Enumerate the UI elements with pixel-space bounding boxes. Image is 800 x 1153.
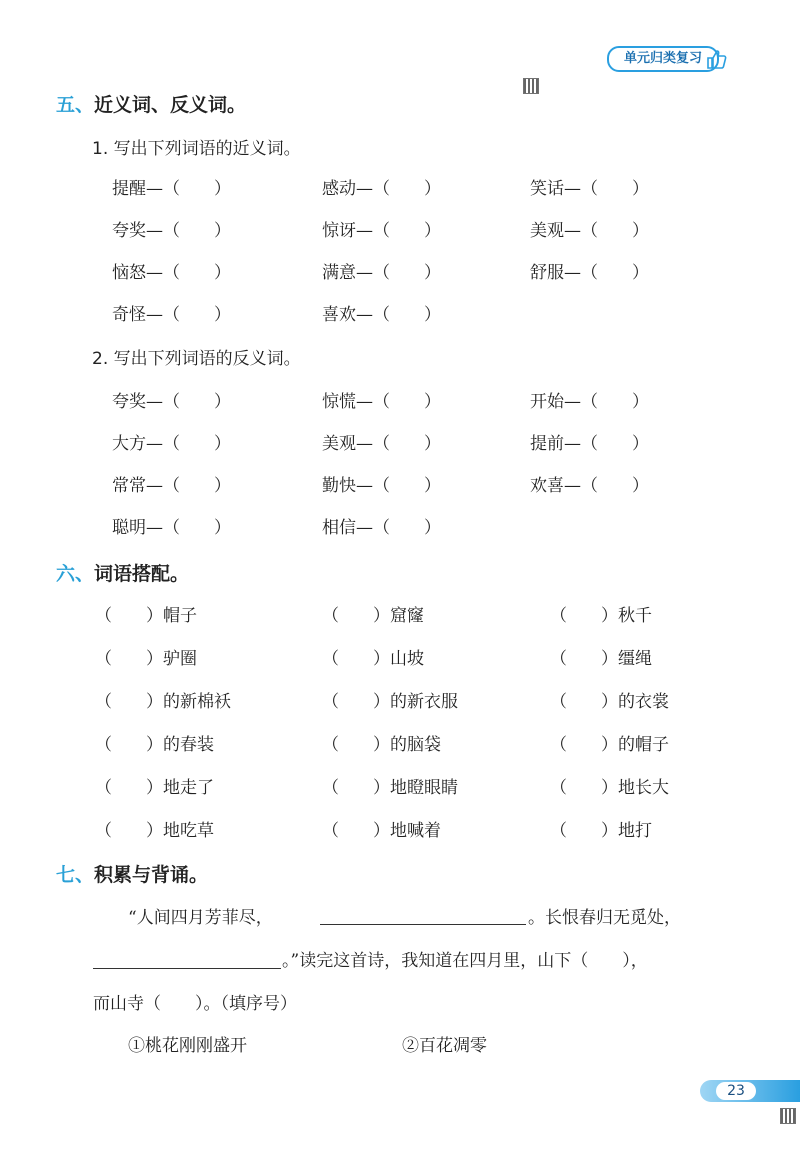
antonym-item: 夸奖—（ ） [112,392,231,412]
synonym-item: 喜欢—（ ） [322,305,441,325]
section-5-title: 近义词、反义词。 [94,94,247,116]
synonym-item: 美观—（ ） [530,221,649,241]
synonym-item: 奇怪—（ ） [112,305,231,325]
match-item: （ ）的帽子 [550,735,669,755]
section-7-number: 七、 [56,864,95,886]
synonym-item: 感动—（ ） [322,179,441,199]
synonym-item: 夸奖—（ ） [112,221,231,241]
antonym-item: 美观—（ ） [322,434,441,454]
match-item: （ ）的脑袋 [322,735,441,755]
antonym-item: 欢喜—（ ） [530,476,649,496]
synonym-item: 提醒—（ ） [112,179,231,199]
match-item: （ ）地打 [550,821,652,841]
match-item: （ ）的衣裳 [550,692,669,712]
section-6-number: 六、 [56,563,95,585]
antonym-item: 提前—（ ） [530,434,649,454]
section-5-heading [56,90,246,117]
match-item: （ ）缰绳 [550,649,652,669]
poem-line-1-end: 。长恨春归无觅处， [528,908,681,928]
q2-title: 2. 写出下列词语的反义词。 [92,349,301,369]
poem-line-2: 。”读完这首诗，我知道在四月里，山下（ ）， [282,951,648,971]
synonym-item: 恼怒—（ ） [112,263,231,283]
antonym-item: 开始—（ ） [530,392,649,412]
match-item: （ ）的新棉袄 [95,692,231,712]
match-item: （ ）地喊着 [322,821,441,841]
section-6-title: 词语搭配。 [94,563,190,585]
match-item: （ ）地吃草 [95,821,214,841]
antonym-item: 常常—（ ） [112,476,231,496]
synonym-item: 满意—（ ） [322,263,441,283]
q1-title: 1. 写出下列词语的近义词。 [92,139,301,159]
qr-code-icon [523,78,539,94]
antonym-item: 勤快—（ ） [322,476,441,496]
poem-line-3: 而山寺（ ）。（填序号） [93,994,297,1014]
match-item: （ ）地瞪眼睛 [322,778,458,798]
match-item: （ ）地走了 [95,778,214,798]
section-6-heading [56,559,189,586]
antonym-item: 相信—（ ） [322,518,441,538]
unit-review-badge: 单元归类复习 [607,46,719,72]
section-5-number: 五、 [56,94,95,116]
match-item: （ ）秋千 [550,606,652,626]
section-7-title: 积累与背诵。 [94,864,209,886]
synonym-item: 笑话—（ ） [530,179,649,199]
poem-line-1-start: “人间四月芳菲尽， [128,908,273,928]
match-item: （ ）的新衣服 [322,692,458,712]
poem-answer-line-2[interactable] [93,968,281,969]
antonym-item: 聪明—（ ） [112,518,231,538]
page-number: 23 [716,1082,756,1100]
match-item: （ ）驴圈 [95,649,197,669]
match-item: （ ）地长大 [550,778,669,798]
option-2: ②百花凋零 [402,1036,487,1056]
section-7-heading [56,860,208,887]
match-item: （ ）帽子 [95,606,197,626]
synonym-item: 惊讶—（ ） [322,221,441,241]
thumbs-up-icon [705,48,727,70]
match-item: （ ）山坡 [322,649,424,669]
match-item: （ ）的春装 [95,735,214,755]
poem-answer-line-1[interactable] [320,924,526,925]
antonym-item: 惊慌—（ ） [322,392,441,412]
match-item: （ ）窟窿 [322,606,424,626]
option-1: ①桃花刚刚盛开 [128,1036,247,1056]
footer-qr-code-icon [780,1108,796,1124]
synonym-item: 舒服—（ ） [530,263,649,283]
antonym-item: 大方—（ ） [112,434,231,454]
